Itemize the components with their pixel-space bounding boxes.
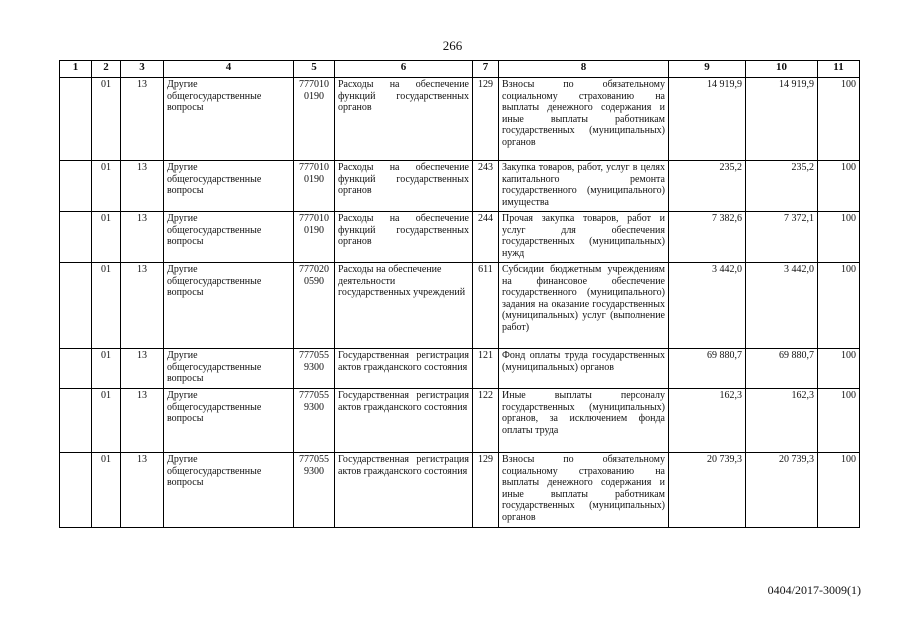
execution-percent: 100 — [818, 161, 860, 212]
section-code: 01 — [92, 212, 121, 263]
expense-type-name: Субсидии бюджетным учреждениям на финансовое обеспечение государственного (муниципального) задания на оказание государственных (муниципальных) услуг (выполнение работ) — [499, 263, 669, 349]
target-article-code: 777055 9300 — [294, 349, 335, 389]
actual-amount: 14 919,9 — [746, 78, 818, 161]
expense-type-name: Прочая закупка товаров, работ и услуг для обеспечения государственных (муниципальных) нужд — [499, 212, 669, 263]
target-article-name: Расходы на обеспечение функций государственных органов — [335, 161, 473, 212]
section-name: Другие общегосударственные вопросы — [164, 453, 294, 528]
section-name: Другие общегосударственные вопросы — [164, 78, 294, 161]
target-article-code: 777055 9300 — [294, 389, 335, 453]
expense-type-code: 129 — [473, 78, 499, 161]
subsection-code: 13 — [121, 263, 164, 349]
budget-table — [59, 60, 860, 528]
column-header: 6 — [335, 61, 473, 78]
expense-type-name: Закупка товаров, работ, услуг в целях капитального ремонта государственного (муниципального) имущества — [499, 161, 669, 212]
target-article-code: 777010 0190 — [294, 212, 335, 263]
expense-type-code: 611 — [473, 263, 499, 349]
column-header: 1 — [60, 61, 92, 78]
target-article-code: 777010 0190 — [294, 78, 335, 161]
section-name: Другие общегосударственные вопросы — [164, 263, 294, 349]
actual-amount: 162,3 — [746, 389, 818, 453]
column-header: 5 — [294, 61, 335, 78]
expense-type-name: Иные выплаты персоналу государственных (муниципальных) органов, за исключением фонда оплаты труда — [499, 389, 669, 453]
execution-percent: 100 — [818, 78, 860, 161]
table-row — [60, 349, 860, 389]
target-article-name: Государственная регистрация актов гражданского состояния — [335, 389, 473, 453]
target-article-name: Расходы на обеспечение функций государственных органов — [335, 212, 473, 263]
target-article-code: 777010 0190 — [294, 161, 335, 212]
target-article-code: 777020 0590 — [294, 263, 335, 349]
expense-type-code: 244 — [473, 212, 499, 263]
row-index-cell — [60, 78, 92, 161]
row-index-cell — [60, 453, 92, 528]
actual-amount: 235,2 — [746, 161, 818, 212]
planned-amount: 69 880,7 — [669, 349, 746, 389]
actual-amount: 69 880,7 — [746, 349, 818, 389]
subsection-code: 13 — [121, 349, 164, 389]
execution-percent: 100 — [818, 212, 860, 263]
column-header: 7 — [473, 61, 499, 78]
column-header: 3 — [121, 61, 164, 78]
subsection-code: 13 — [121, 161, 164, 212]
document-code: 0404/2017-3009(1) — [767, 583, 861, 597]
column-header: 11 — [818, 61, 860, 78]
section-code: 01 — [92, 389, 121, 453]
planned-amount: 235,2 — [669, 161, 746, 212]
column-header: 2 — [92, 61, 121, 78]
table-row — [60, 389, 860, 453]
planned-amount: 7 382,6 — [669, 212, 746, 263]
expense-type-code: 129 — [473, 453, 499, 528]
column-header: 9 — [669, 61, 746, 78]
execution-percent: 100 — [818, 453, 860, 528]
actual-amount: 7 372,1 — [746, 212, 818, 263]
subsection-code: 13 — [121, 453, 164, 528]
execution-percent: 100 — [818, 349, 860, 389]
planned-amount: 20 739,3 — [669, 453, 746, 528]
table-row — [60, 453, 860, 528]
planned-amount: 3 442,0 — [669, 263, 746, 349]
expense-type-code: 121 — [473, 349, 499, 389]
section-name: Другие общегосударственные вопросы — [164, 349, 294, 389]
table-row — [60, 78, 860, 161]
expense-type-code: 243 — [473, 161, 499, 212]
execution-percent: 100 — [818, 389, 860, 453]
expense-type-name: Взносы по обязательному социальному страхованию на выплаты денежного содержания и иные выплаты работникам государственных (муниципальных) органов — [499, 453, 669, 528]
table-row — [60, 263, 860, 349]
subsection-code: 13 — [121, 212, 164, 263]
target-article-name: Государственная регистрация актов гражданского состояния — [335, 349, 473, 389]
expense-type-name: Взносы по обязательному социальному страхованию на выплаты денежного содержания и иные выплаты работникам государственных (муниципальных) органов — [499, 78, 669, 161]
table-row — [60, 212, 860, 263]
expense-type-code: 122 — [473, 389, 499, 453]
section-name: Другие общегосударственные вопросы — [164, 389, 294, 453]
target-article-name: Государственная регистрация актов гражданского состояния — [335, 453, 473, 528]
subsection-code: 13 — [121, 389, 164, 453]
expense-type-name: Фонд оплаты труда государственных (муниципальных) органов — [499, 349, 669, 389]
row-index-cell — [60, 161, 92, 212]
section-code: 01 — [92, 161, 121, 212]
subsection-code: 13 — [121, 78, 164, 161]
section-code: 01 — [92, 349, 121, 389]
page-number: 266 — [442, 38, 463, 53]
section-name: Другие общегосударственные вопросы — [164, 212, 294, 263]
row-index-cell — [60, 212, 92, 263]
target-article-name: Расходы на обеспечение функций государственных органов — [335, 78, 473, 161]
execution-percent: 100 — [818, 263, 860, 349]
table-header-row — [60, 61, 860, 78]
row-index-cell — [60, 263, 92, 349]
section-code: 01 — [92, 453, 121, 528]
column-header: 4 — [164, 61, 294, 78]
row-index-cell — [60, 349, 92, 389]
actual-amount: 3 442,0 — [746, 263, 818, 349]
actual-amount: 20 739,3 — [746, 453, 818, 528]
column-header: 8 — [499, 61, 669, 78]
planned-amount: 14 919,9 — [669, 78, 746, 161]
target-article-name: Расходы на обеспечение деятельности государственных учреждений — [335, 263, 473, 349]
row-index-cell — [60, 389, 92, 453]
section-name: Другие общегосударственные вопросы — [164, 161, 294, 212]
section-code: 01 — [92, 263, 121, 349]
target-article-code: 777055 9300 — [294, 453, 335, 528]
planned-amount: 162,3 — [669, 389, 746, 453]
table-row — [60, 161, 860, 212]
column-header: 10 — [746, 61, 818, 78]
section-code: 01 — [92, 78, 121, 161]
